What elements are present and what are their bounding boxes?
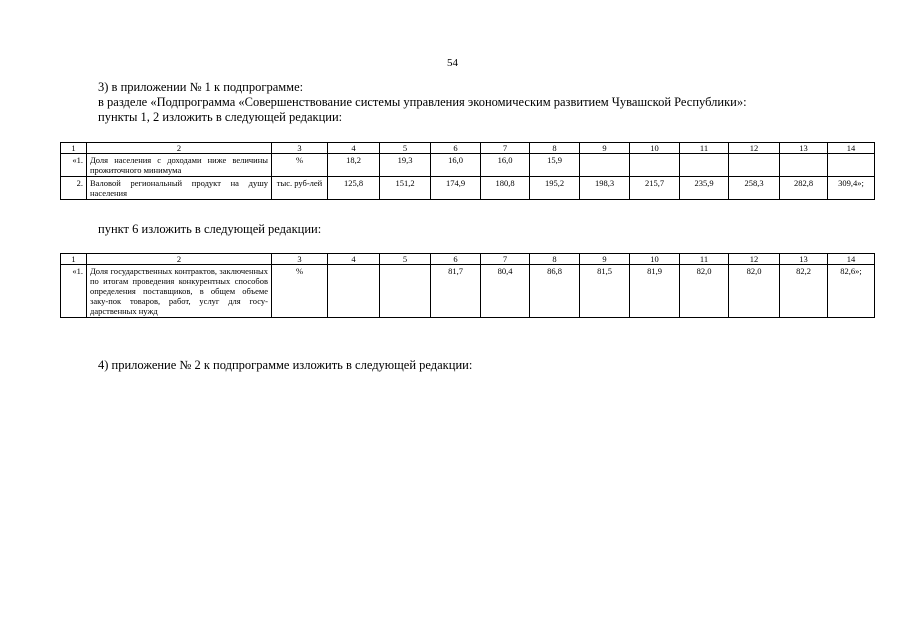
header-cell: 14 — [828, 254, 875, 265]
header-cell: 6 — [431, 254, 481, 265]
value-cell: 15,9 — [530, 154, 580, 177]
header-cell: 4 — [328, 254, 380, 265]
header-cell: 11 — [680, 143, 729, 154]
header-cell: 10 — [630, 254, 680, 265]
header-cell: 13 — [780, 254, 828, 265]
value-cell: 19,3 — [380, 154, 431, 177]
header-cell: 3 — [272, 143, 328, 154]
value-cell: 18,2 — [328, 154, 380, 177]
value-cell — [630, 154, 680, 177]
table-row — [61, 177, 875, 200]
value-cell: 80,4 — [481, 265, 530, 318]
unit-cell: % — [272, 265, 328, 318]
value-cell: 82,0 — [729, 265, 780, 318]
value-cell: 174,9 — [431, 177, 481, 200]
header-cell: 5 — [380, 254, 431, 265]
table-header-row — [61, 143, 875, 154]
header-cell: 8 — [530, 143, 580, 154]
intro-line-3: пункты 1, 2 изложить в следующей редакции: — [98, 110, 343, 124]
value-cell: 282,8 — [780, 177, 828, 200]
header-cell: 9 — [580, 143, 630, 154]
value-cell — [380, 265, 431, 318]
indicator-name-cell: Доля населения с доходами ниже величины прожиточного минимума — [87, 154, 272, 177]
value-cell — [828, 154, 875, 177]
value-cell: 215,7 — [630, 177, 680, 200]
value-cell: 235,9 — [680, 177, 729, 200]
header-cell: 1 — [61, 254, 87, 265]
value-cell: 180,8 — [481, 177, 530, 200]
mid-text: пункт 6 изложить в следующей редакции: — [98, 222, 322, 236]
value-cell: 198,3 — [580, 177, 630, 200]
header-cell: 3 — [272, 254, 328, 265]
value-cell — [729, 154, 780, 177]
header-cell: 13 — [780, 143, 828, 154]
header-cell: 10 — [630, 143, 680, 154]
header-cell: 5 — [380, 143, 431, 154]
header-cell: 6 — [431, 143, 481, 154]
indicators-table-2 — [60, 253, 875, 318]
header-cell: 14 — [828, 143, 875, 154]
value-cell — [328, 265, 380, 318]
table-header-row — [61, 254, 875, 265]
intro-line-1: 3) в приложении № 1 к подпрограмме: — [98, 80, 304, 94]
value-cell: 86,8 — [530, 265, 580, 318]
value-cell: 82,0 — [680, 265, 729, 318]
value-cell: 16,0 — [431, 154, 481, 177]
value-cell: 81,7 — [431, 265, 481, 318]
row-number-cell: 2. — [61, 177, 87, 200]
header-cell: 4 — [328, 143, 380, 154]
value-cell: 125,8 — [328, 177, 380, 200]
header-cell: 12 — [729, 254, 780, 265]
value-cell: 258,3 — [729, 177, 780, 200]
indicator-name-cell: Доля государственных контрактов, заключенных по итогам проведения конкурентных способов определения поставщиков, в общем объеме заку-пок товаров, работ, услуг для госу-дарственных нужд — [87, 265, 272, 318]
value-cell — [580, 154, 630, 177]
value-cell: 309,4»; — [828, 177, 875, 200]
table-row — [61, 154, 875, 177]
header-cell: 11 — [680, 254, 729, 265]
value-cell: 82,2 — [780, 265, 828, 318]
row-number-cell: «1. — [61, 265, 87, 318]
header-cell: 9 — [580, 254, 630, 265]
indicator-name-cell: Валовой региональный продукт на душу населения — [87, 177, 272, 200]
value-cell — [680, 154, 729, 177]
page-number: 54 — [447, 57, 458, 69]
header-cell: 7 — [481, 254, 530, 265]
unit-cell: % — [272, 154, 328, 177]
value-cell: 195,2 — [530, 177, 580, 200]
final-text: 4) приложение № 2 к подпрограмме изложить в следующей редакции: — [98, 358, 473, 372]
value-cell: 81,9 — [630, 265, 680, 318]
value-cell — [780, 154, 828, 177]
value-cell: 16,0 — [481, 154, 530, 177]
header-cell: 8 — [530, 254, 580, 265]
value-cell: 82,6»; — [828, 265, 875, 318]
header-cell: 2 — [87, 143, 272, 154]
unit-cell: тыс. руб-лей — [272, 177, 328, 200]
value-cell: 151,2 — [380, 177, 431, 200]
table-row — [61, 265, 875, 318]
header-cell: 2 — [87, 254, 272, 265]
header-cell: 1 — [61, 143, 87, 154]
intro-line-2: в разделе «Подпрограмма «Совершенствование системы управления экономическим развитием Чувашской Республики»: — [98, 95, 747, 109]
row-number-cell: «1. — [61, 154, 87, 177]
indicators-table-1 — [60, 142, 875, 200]
header-cell: 12 — [729, 143, 780, 154]
value-cell: 81,5 — [580, 265, 630, 318]
header-cell: 7 — [481, 143, 530, 154]
